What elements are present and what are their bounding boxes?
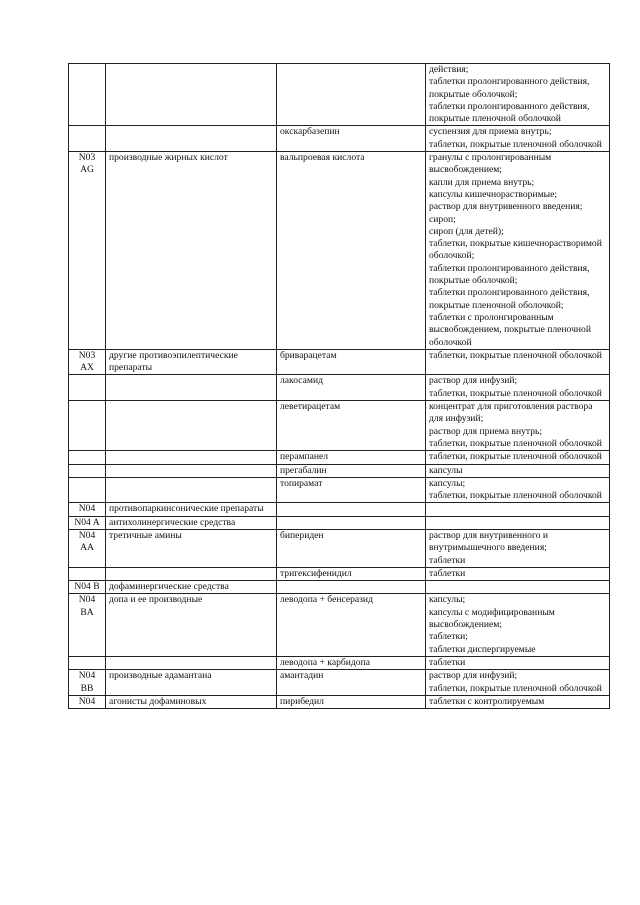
atc-code-cell: N03 AG xyxy=(69,152,106,350)
dosage-form-cell: гранулы с пролонгированным высвобождением; капли для приема внутрь; капсулы кишечнорастворимые; раствор для внутривенного введения; сироп; сироп (для детей); таблетки, покрытые кишечнорастворимой оболочкой; таблетки пролонгированного действия, покрытые оболочкой; таблетки пролонгированного действия, покрытые пленочной оболочкой; таблетки с пролонгированным высвобождением, покрытые пленочной оболочкой xyxy=(426,152,610,350)
atc-code-cell xyxy=(69,464,106,477)
table-row xyxy=(69,503,610,516)
atc-code-cell: N04 xyxy=(69,695,106,708)
drug-name-cell: бриварацетам xyxy=(277,349,426,375)
atc-code-cell xyxy=(69,126,106,152)
table-row xyxy=(69,529,610,567)
drug-group-cell xyxy=(106,375,277,401)
drug-group-cell xyxy=(106,656,277,669)
drug-group-cell xyxy=(106,401,277,451)
dosage-form-cell: суспензия для приема внутрь; таблетки, покрытые пленочной оболочкой xyxy=(426,126,610,152)
drug-group-cell: противопаркинсонические препараты xyxy=(106,503,277,516)
atc-code-cell: N04 BA xyxy=(69,594,106,656)
table-row xyxy=(69,375,610,401)
atc-code-cell xyxy=(69,375,106,401)
drug-group-cell: допа и ее производные xyxy=(106,594,277,656)
table-row xyxy=(69,656,610,669)
table-row xyxy=(69,581,610,594)
drug-group-cell: другие противоэпилептические препараты xyxy=(106,349,277,375)
dosage-form-cell: таблетки с контролируемым xyxy=(426,695,610,708)
atc-code-cell: N03 AX xyxy=(69,349,106,375)
table-row xyxy=(69,464,610,477)
drug-group-cell: дофаминергические средства xyxy=(106,581,277,594)
drug-name-cell: леветирацетам xyxy=(277,401,426,451)
table-body xyxy=(69,64,610,709)
table-row xyxy=(69,594,610,656)
table-row xyxy=(69,516,610,529)
dosage-form-cell: раствор для инфузий; таблетки, покрытые пленочной оболочкой xyxy=(426,375,610,401)
drug-name-cell: леводопа + карбидопа xyxy=(277,656,426,669)
table-row xyxy=(69,695,610,708)
dosage-form-cell: раствор для внутривенного и внутримышечного введения; таблетки xyxy=(426,529,610,567)
table-row xyxy=(69,670,610,696)
dosage-form-cell: концентрат для приготовления раствора для инфузий; раствор для приема внутрь; таблетки, покрытые пленочной оболочкой xyxy=(426,401,610,451)
atc-code-cell xyxy=(69,401,106,451)
drug-name-cell: топирамат xyxy=(277,477,426,503)
atc-code-cell: N04 AA xyxy=(69,529,106,567)
dosage-form-cell: раствор для инфузий; таблетки, покрытые пленочной оболочкой xyxy=(426,670,610,696)
drug-group-cell: третичные амины xyxy=(106,529,277,567)
drug-name-cell: лакосамид xyxy=(277,375,426,401)
dosage-form-cell: капсулы xyxy=(426,464,610,477)
atc-code-cell: N04 xyxy=(69,503,106,516)
drug-name-cell: прегабалин xyxy=(277,464,426,477)
dosage-form-cell: таблетки, покрытые пленочной оболочкой xyxy=(426,451,610,464)
drug-name-cell xyxy=(277,581,426,594)
medication-table xyxy=(68,63,610,709)
dosage-form-cell: действия; таблетки пролонгированного действия, покрытые оболочкой; таблетки пролонгированного действия, покрытые пленочной оболочкой xyxy=(426,64,610,126)
drug-group-cell xyxy=(106,451,277,464)
drug-group-cell xyxy=(106,567,277,580)
table-row xyxy=(69,477,610,503)
drug-group-cell xyxy=(106,126,277,152)
atc-code-cell xyxy=(69,656,106,669)
atc-code-cell xyxy=(69,567,106,580)
atc-code-cell xyxy=(69,64,106,126)
dosage-form-cell xyxy=(426,503,610,516)
drug-name-cell xyxy=(277,64,426,126)
drug-name-cell: пирибедил xyxy=(277,695,426,708)
drug-name-cell xyxy=(277,503,426,516)
drug-group-cell: агонисты дофаминовых xyxy=(106,695,277,708)
drug-group-cell xyxy=(106,464,277,477)
drug-name-cell: тригексифенидил xyxy=(277,567,426,580)
table-row xyxy=(69,349,610,375)
drug-group-cell xyxy=(106,477,277,503)
table-row xyxy=(69,64,610,126)
drug-name-cell xyxy=(277,516,426,529)
drug-group-cell: производные жирных кислот xyxy=(106,152,277,350)
drug-name-cell: бипериден xyxy=(277,529,426,567)
table-row xyxy=(69,567,610,580)
atc-code-cell: N04 A xyxy=(69,516,106,529)
drug-name-cell: леводопа + бенсеразид xyxy=(277,594,426,656)
drug-name-cell: перампанел xyxy=(277,451,426,464)
drug-group-cell xyxy=(106,64,277,126)
drug-name-cell: окскарбазепин xyxy=(277,126,426,152)
dosage-form-cell: таблетки xyxy=(426,656,610,669)
atc-code-cell: N04 BB xyxy=(69,670,106,696)
drug-group-cell: производные адамантана xyxy=(106,670,277,696)
dosage-form-cell: капсулы; капсулы с модифицированным высвобождением; таблетки; таблетки диспергируемые xyxy=(426,594,610,656)
atc-code-cell xyxy=(69,477,106,503)
dosage-form-cell: таблетки xyxy=(426,567,610,580)
dosage-form-cell xyxy=(426,516,610,529)
dosage-form-cell xyxy=(426,581,610,594)
table-row xyxy=(69,451,610,464)
drug-group-cell: антихолинергические средства xyxy=(106,516,277,529)
table-row xyxy=(69,152,610,350)
atc-code-cell: N04 B xyxy=(69,581,106,594)
table-row xyxy=(69,126,610,152)
drug-name-cell: амантадин xyxy=(277,670,426,696)
dosage-form-cell: капсулы; таблетки, покрытые пленочной оболочкой xyxy=(426,477,610,503)
drug-name-cell: вальпроевая кислота xyxy=(277,152,426,350)
table-row xyxy=(69,401,610,451)
atc-code-cell xyxy=(69,451,106,464)
dosage-form-cell: таблетки, покрытые пленочной оболочкой xyxy=(426,349,610,375)
